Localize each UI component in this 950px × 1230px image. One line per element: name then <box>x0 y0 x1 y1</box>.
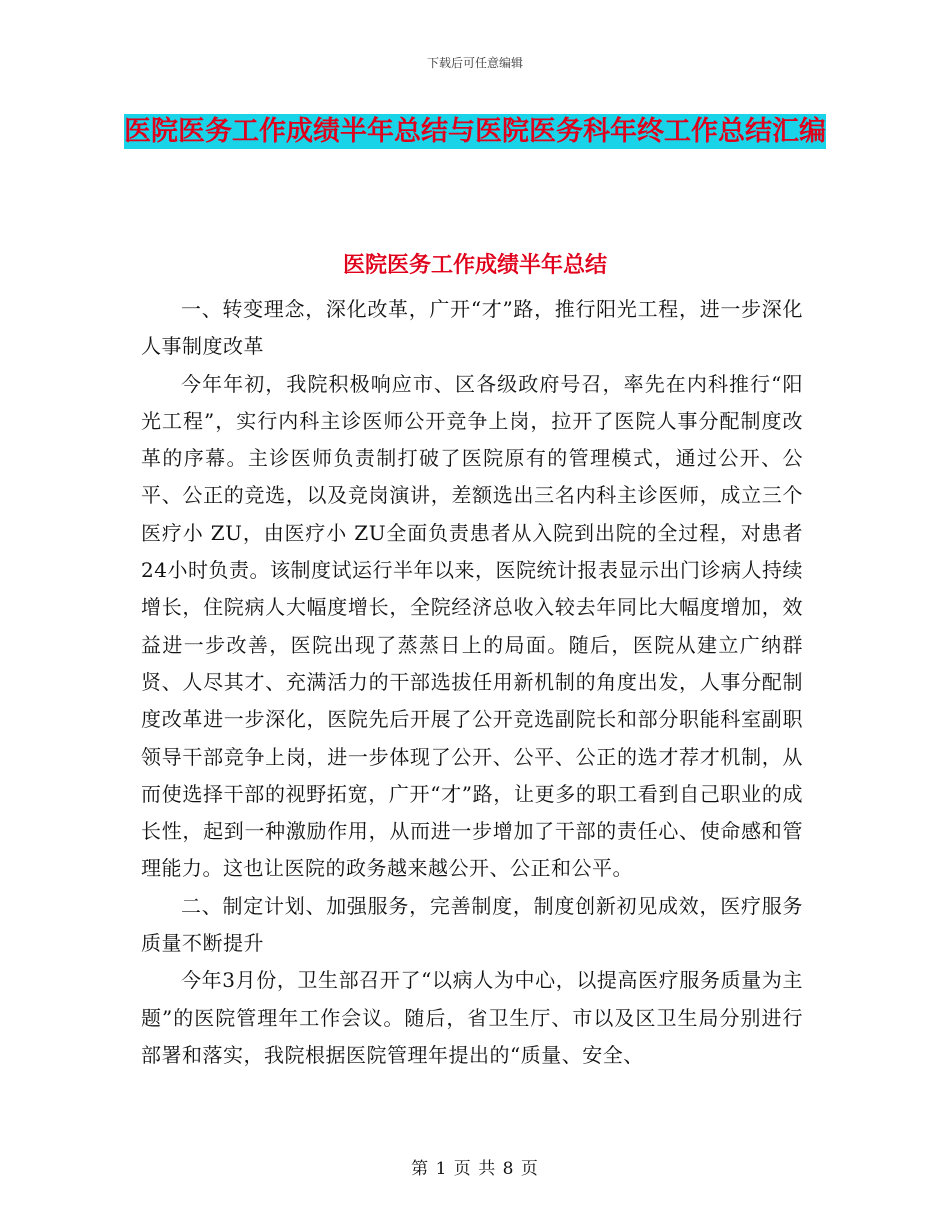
page-footer <box>0 1154 950 1179</box>
paragraph-body-2: 今年3月份，卫生部召开了“以病人为中心，以提高医疗服务质量为主题”的医院管理年工作会议。随后，省卫生厅、市以及区卫生局分别进行部署和落实，我院根据医院管理年提出的“质量、安全、 <box>141 968 803 1067</box>
paragraph-body-1: 今年年初，我院积极响应市、区各级政府号召，率先在内科推行“阳光工程”，实行内科主诊医师公开竞争上岗，拉开了医院人事分配制度改革的序幕。主诊医师负责制打破了医院原有的管理模式，通过公开、公平、公正的竞选，以及竞岗演讲，差额选出三名内科主诊医师，成立三个医疗小 ZU，由医疗小 ZU全面负责患者从入院到出院的全过程，对患者24小时负责。该制度试运行半年以来，医院统计报表显示出门诊病人持续增长，住院病人大幅度增长，全院经济总收入较去年同比大幅度增加，效益进一步改善，医院出现了蒸蒸日上的局面。随后，医院从建立广纳群贤、人尽其才、充满活力的干部选拔任用新机制的角度出发，人事分配制度改革进一步深化，医院先后开展了公开竞选副院长和部分职能科室副职领导干部竞争上岗，进一步体现了公开、公平、公正的选才荐才机制，从而使选择干部的视野拓宽，广开“才”路，让更多的职工看到自己职业的成长性，起到一种激励作用，从而进一步增加了干部的责任心、使命感和管理能力。这也让医院的政务越来越公开、公正和公平。 <box>141 371 803 881</box>
footer-page-number: 1 <box>435 1159 448 1179</box>
footer-prefix: 第 <box>411 1159 430 1179</box>
section-title: 医院医务工作成绩半年总结 <box>342 253 607 278</box>
document-title <box>0 106 950 158</box>
footer-total-pages: 8 <box>502 1159 515 1179</box>
document-body <box>141 291 803 1074</box>
paragraph-heading-2: 二、制定计划、加强服务，完善制度，制度创新初见成效，医疗服务质量不断提升 <box>141 893 803 956</box>
document-title-text: 医院医务工作成绩半年总结与医院医务科年终工作总结汇编 <box>124 116 826 147</box>
header-note: 下载后可任意编辑 <box>426 56 523 70</box>
footer-middle: 页 共 <box>453 1159 497 1179</box>
footer-suffix: 页 <box>520 1159 539 1179</box>
paragraph-heading-1: 一、转变理念，深化改革，广开“才”路，推行阳光工程，进一步深化人事制度改革 <box>141 297 803 359</box>
